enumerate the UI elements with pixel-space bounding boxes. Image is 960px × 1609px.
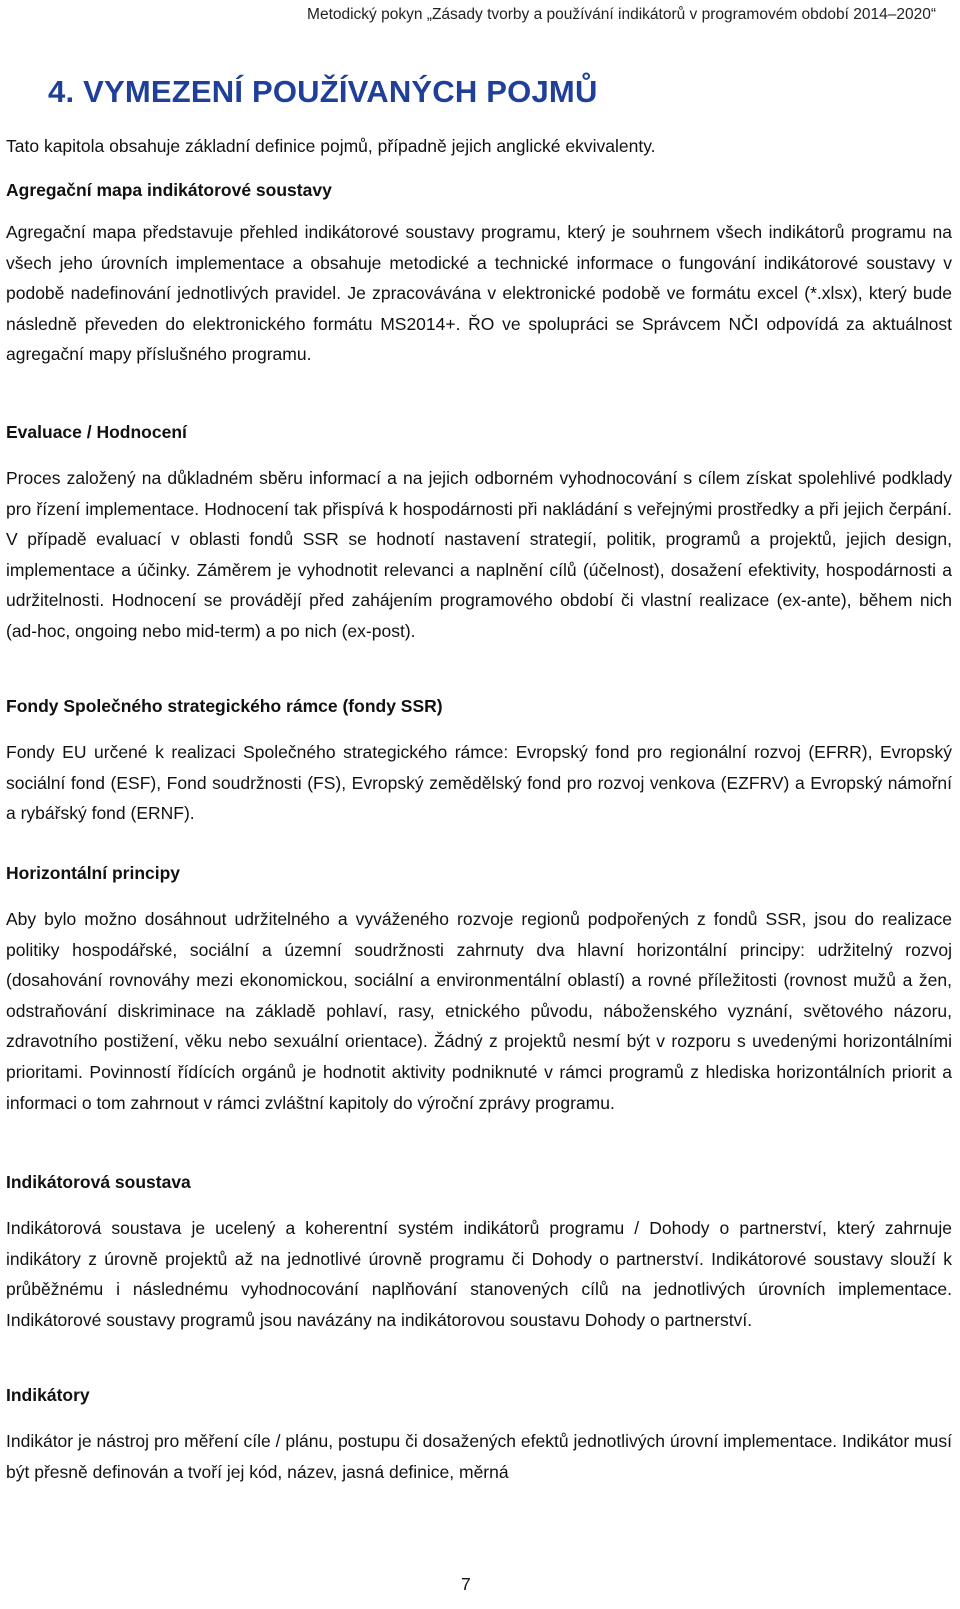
term-heading: Evaluace / Hodnocení	[6, 422, 187, 442]
term-definition: Indikátorová soustava je ucelený a koherentní systém indikátorů programu / Dohody o partnerství, který zahrnuje indikátory z úrovně projektů až na jednotlivé úrovně programu či Dohody o partnerství. Indikátorové soustavy slouží k průběžnému i následnému vyhodnocování naplňování stanovených cílů na jednotlivých úrovních implementace. Indikátorové soustavy programů jsou navázány na indikátorovou soustavu Dohody o partnerství.	[6, 1218, 952, 1330]
term-heading: Horizontální principy	[6, 863, 181, 883]
term-heading: Indikátory	[6, 1385, 90, 1405]
term-horizontalni-principy	[6, 863, 952, 1118]
chapter-title: 4. VYMEZENÍ POUŽÍVANÝCH POJMŮ	[48, 74, 598, 109]
term-definition: Proces založený na důkladném sběru informací a na jejich odborném vyhodnocování s cílem získat spolehlivé podklady pro řízení implementace. Hodnocení tak přispívá k hospodárnosti při nakládání s veřejnými prostředky a při jejich čerpání. V případě evaluací v oblasti fondů SSR se hodnotí nastavení strategií, politik, programů a projektů, jejich design, implementace a účinky. Záměrem je vyhodnotit relevanci a naplnění cílů (účelnost), dosažení efektivity, hospodárnosti a udržitelnosti. Hodnocení se provádějí před zahájením programového období či vlastní realizace (ex-ante), během nich (ad-hoc, ongoing nebo mid-term) a po nich (ex-post).	[6, 468, 952, 641]
term-evaluace	[6, 422, 952, 647]
term-definition: Agregační mapa představuje přehled indikátorové soustavy programu, který je souhrnem všech indikátorů programu na všech jeho úrovních implementace a obsahuje metodické a technické informace o fungování indikátorové soustavy v podobě nadefinování jednotlivých pravidel. Je zpracovávána v elektronické podobě ve formátu excel (*.xlsx), který bude následně převeden do elektronického formátu MS2014+. ŘO ve spolupráci se Správcem NČI odpovídá za aktuálnost agregační mapy příslušného programu.	[6, 222, 952, 365]
page-number: 7	[461, 1574, 471, 1594]
term-fondy-ssr	[6, 696, 952, 829]
term-heading: Fondy Společného strategického rámce (fondy SSR)	[6, 696, 443, 716]
term-heading: Agregační mapa indikátorové soustavy	[6, 180, 332, 200]
term-definition: Fondy EU určené k realizaci Společného strategického rámce: Evropský fond pro regionální rozvoj (EFRR), Evropský sociální fond (ESF), Fond soudržnosti (FS), Evropský zemědělský fond pro rozvoj venkova (EZFRV) a Evropský námořní a rybářský fond (ERNF).	[6, 742, 952, 824]
term-indikatory	[6, 1385, 952, 1487]
term-heading: Indikátorová soustava	[6, 1172, 191, 1192]
term-definition: Indikátor je nástroj pro měření cíle / plánu, postupu či dosažených efektů jednotlivých úrovní implementace. Indikátor musí být přesně definován a tvoří jej kód, název, jasná definice, měrná	[6, 1431, 952, 1482]
chapter-intro: Tato kapitola obsahuje základní definice pojmů, případně jejich anglické ekvivalenty.	[6, 136, 656, 156]
term-indikatorova-soustava	[6, 1172, 952, 1335]
running-header: Metodický pokyn „Zásady tvorby a používání indikátorů v programovém období 2014–2020“	[307, 6, 936, 23]
term-definition: Aby bylo možno dosáhnout udržitelného a vyváženého rozvoje regionů podpořených z fondů SSR, jsou do realizace politiky hospodářské, sociální a územní soudržnosti zahrnuty dva hlavní horizontální principy: udržitelný rozvoj (dosahování rovnováhy mezi ekonomickou, sociální a environmentální oblastí) a rovné příležitosti (rovnost mužů a žen, odstraňování diskriminace na základě pohlaví, rasy, etnického původu, náboženského vyznání, světového názoru, zdravotního postižení, věku nebo sexuální orientace). Žádný z projektů nesmí být v rozporu s uvedenými horizontálními prioritami. Povinností řídících orgánů je hodnotit aktivity podniknuté v rámci programů z hlediska horizontálních priorit a informaci o tom zahrnout v rámci zvláštní kapitoly do výroční zprávy programu.	[6, 909, 952, 1113]
term-agregacni-mapa	[6, 180, 952, 370]
